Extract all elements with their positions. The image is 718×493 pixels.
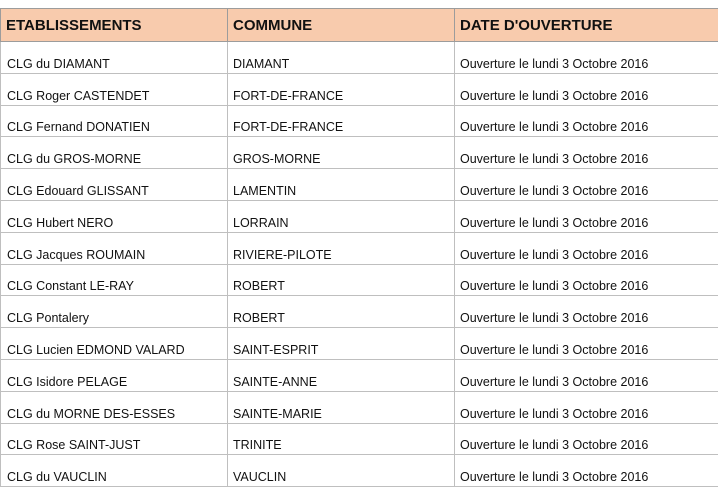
table-row — [1, 137, 718, 169]
cell-date-ouverture: Ouverture le lundi 3 Octobre 2016 — [455, 296, 718, 328]
cell-date-ouverture: Ouverture le lundi 3 Octobre 2016 — [455, 328, 718, 360]
cell-commune: SAINTE-MARIE — [228, 391, 455, 423]
cell-etablissement: CLG Pontalery — [1, 296, 228, 328]
cell-etablissement: CLG Isidore PELAGE — [1, 359, 228, 391]
cell-commune: VAUCLIN — [228, 455, 455, 487]
cell-etablissement: CLG du GROS-MORNE — [1, 137, 228, 169]
cell-commune: ROBERT — [228, 296, 455, 328]
cell-commune: GROS-MORNE — [228, 137, 455, 169]
cell-etablissement: CLG Roger CASTENDET — [1, 73, 228, 105]
table-row — [1, 455, 718, 487]
cell-commune: FORT-DE-FRANCE — [228, 105, 455, 137]
cell-commune: DIAMANT — [228, 42, 455, 74]
header-etablissements: ETABLISSEMENTS — [1, 9, 228, 42]
cell-commune: TRINITE — [228, 423, 455, 455]
cell-commune: RIVIERE-PILOTE — [228, 232, 455, 264]
cell-etablissement: CLG Lucien EDMOND VALARD — [1, 328, 228, 360]
table-row — [1, 264, 718, 296]
header-row — [1, 9, 718, 42]
cell-commune: ROBERT — [228, 264, 455, 296]
cell-commune: LAMENTIN — [228, 169, 455, 201]
cell-commune: FORT-DE-FRANCE — [228, 73, 455, 105]
cell-date-ouverture: Ouverture le lundi 3 Octobre 2016 — [455, 423, 718, 455]
cell-date-ouverture: Ouverture le lundi 3 Octobre 2016 — [455, 42, 718, 74]
cell-commune: SAINT-ESPRIT — [228, 328, 455, 360]
table-row — [1, 42, 718, 74]
cell-etablissement: CLG du VAUCLIN — [1, 455, 228, 487]
table-row — [1, 296, 718, 328]
header-date-ouverture: DATE D'OUVERTURE — [455, 9, 718, 42]
cell-date-ouverture: Ouverture le lundi 3 Octobre 2016 — [455, 137, 718, 169]
cell-date-ouverture: Ouverture le lundi 3 Octobre 2016 — [455, 264, 718, 296]
table-row — [1, 328, 718, 360]
cell-etablissement: CLG Jacques ROUMAIN — [1, 232, 228, 264]
table-row — [1, 73, 718, 105]
table-row — [1, 423, 718, 455]
table-row — [1, 391, 718, 423]
table-row — [1, 359, 718, 391]
cell-etablissement: CLG Hubert NERO — [1, 200, 228, 232]
cell-date-ouverture: Ouverture le lundi 3 Octobre 2016 — [455, 232, 718, 264]
table-row — [1, 105, 718, 137]
table-row — [1, 232, 718, 264]
cell-date-ouverture: Ouverture le lundi 3 Octobre 2016 — [455, 391, 718, 423]
cell-etablissement: CLG du DIAMANT — [1, 42, 228, 74]
cell-date-ouverture: Ouverture le lundi 3 Octobre 2016 — [455, 169, 718, 201]
table-row — [1, 200, 718, 232]
cell-commune: SAINTE-ANNE — [228, 359, 455, 391]
cell-date-ouverture: Ouverture le lundi 3 Octobre 2016 — [455, 455, 718, 487]
cell-etablissement: CLG Rose SAINT-JUST — [1, 423, 228, 455]
cell-etablissement: CLG Constant LE-RAY — [1, 264, 228, 296]
cell-date-ouverture: Ouverture le lundi 3 Octobre 2016 — [455, 200, 718, 232]
cell-date-ouverture: Ouverture le lundi 3 Octobre 2016 — [455, 73, 718, 105]
cell-etablissement: CLG Edouard GLISSANT — [1, 169, 228, 201]
cell-date-ouverture: Ouverture le lundi 3 Octobre 2016 — [455, 105, 718, 137]
cell-commune: LORRAIN — [228, 200, 455, 232]
cell-etablissement: CLG du MORNE DES-ESSES — [1, 391, 228, 423]
cell-date-ouverture: Ouverture le lundi 3 Octobre 2016 — [455, 359, 718, 391]
header-commune: COMMUNE — [228, 9, 455, 42]
colleges-opening-table — [0, 8, 718, 487]
table-row — [1, 169, 718, 201]
cell-etablissement: CLG Fernand DONATIEN — [1, 105, 228, 137]
